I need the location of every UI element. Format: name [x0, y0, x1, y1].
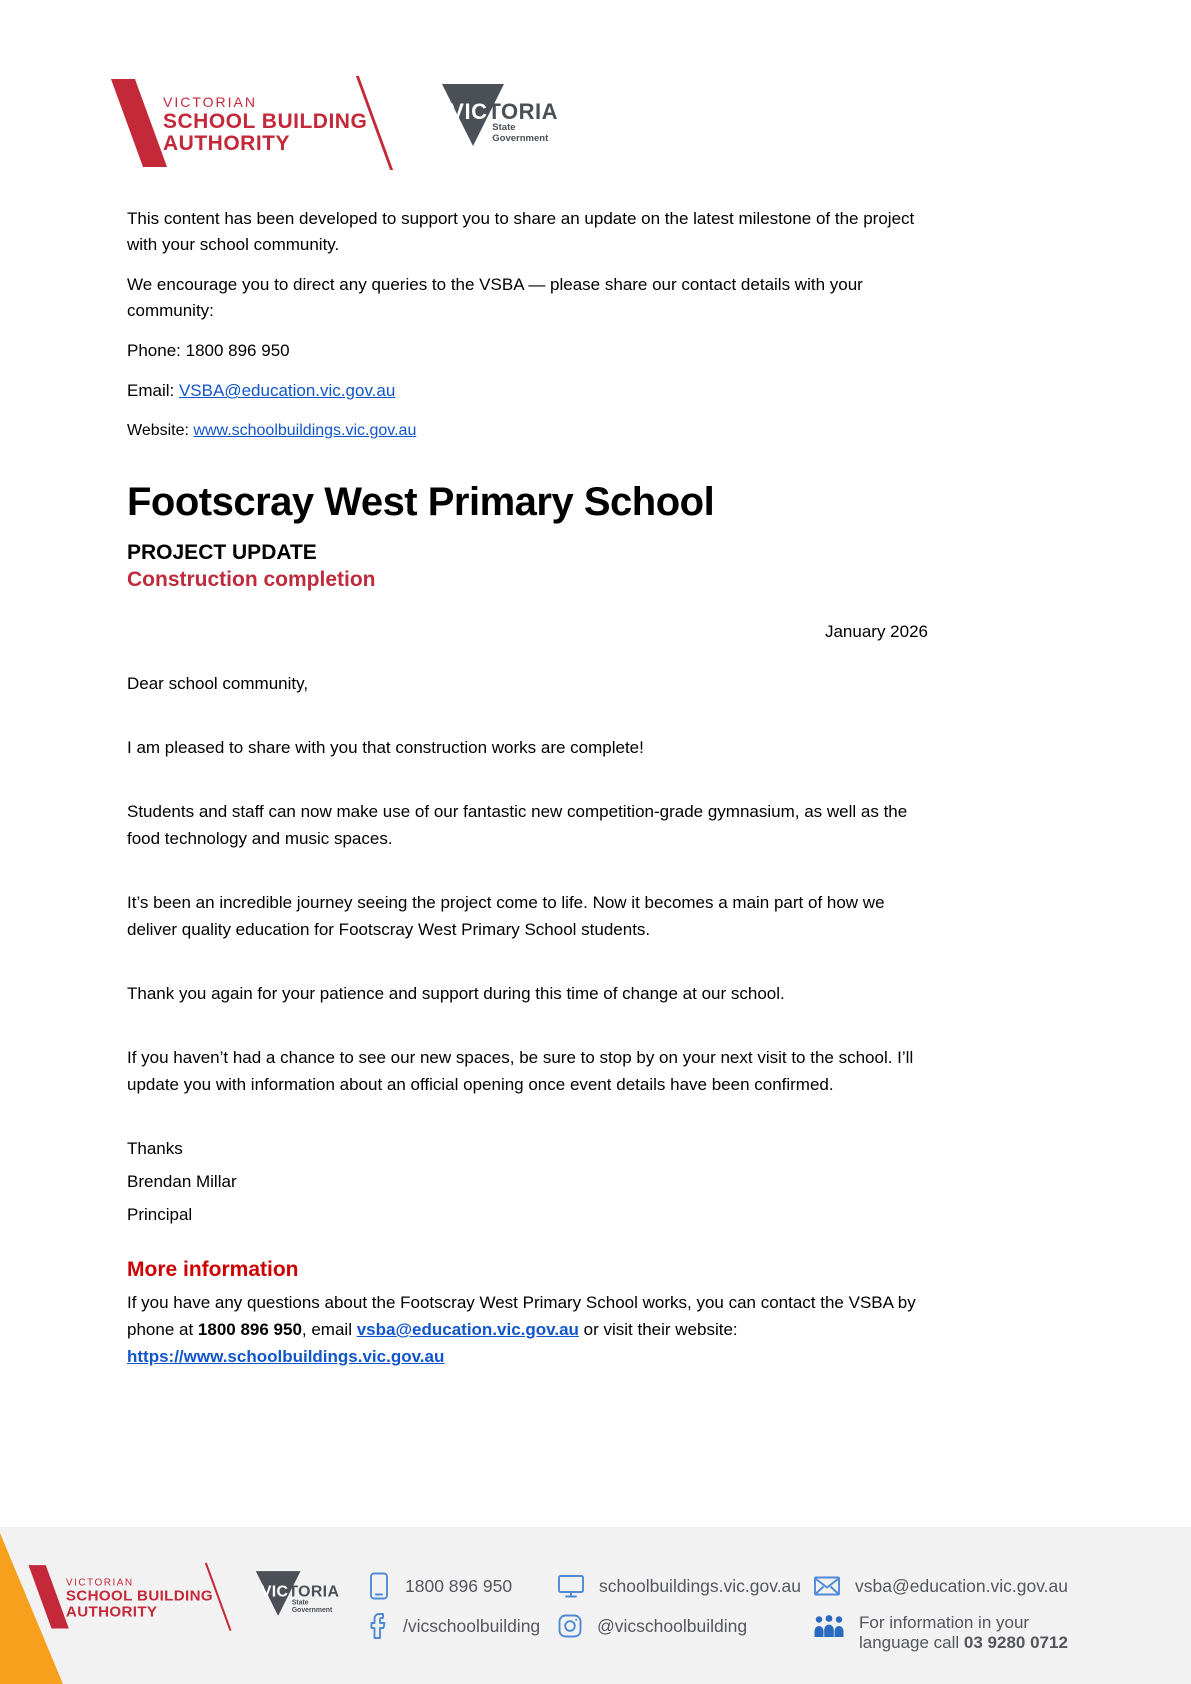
- mobile-phone-icon: [366, 1571, 392, 1601]
- project-update-heading: PROJECT UPDATE: [127, 541, 317, 564]
- footer-vsba-logo: VICTORIAN SCHOOL BUILDING AUTHORITY: [40, 1563, 219, 1631]
- footer-column-web-instagram: [556, 1569, 801, 1643]
- email-link[interactable]: VSBA@education.vic.gov.au: [178, 381, 396, 400]
- vsba-slash-icon: [111, 79, 167, 167]
- more-information-heading: More information: [127, 1258, 299, 1281]
- victoria-state-government-logo: [434, 78, 559, 168]
- signature-role: Principal: [127, 1205, 193, 1224]
- more-info-website-link[interactable]: https://www.schoolbuildings.vic.gov.au: [127, 1347, 445, 1366]
- language-phone-number: 03 9280 0712: [963, 1633, 1068, 1652]
- intro-paragraph-1: This content has been developed to support you to share an update on the latest milestone of the project with your school community.: [127, 209, 915, 254]
- people-group-icon: [812, 1613, 846, 1641]
- letterhead: [127, 76, 928, 166]
- salutation: Dear school community,: [127, 674, 309, 693]
- more-info-phone: 1800 896 950: [197, 1320, 302, 1339]
- intro-section: [127, 206, 928, 444]
- more-information-section: [127, 1256, 928, 1370]
- more-information-paragraph: If you have any questions about the Footscray West Primary School works, you can contact the VSBA by phone at 1800 896 950, email vsba@education.vic.gov.au or visit their website: https://www.schoolbuildings.vic.gov.au: [127, 1293, 916, 1366]
- monitor-icon: [556, 1572, 586, 1600]
- closing: Thanks: [127, 1139, 183, 1158]
- footer-email: vsba@education.vic.gov.au: [812, 1569, 1068, 1603]
- footer-column-phone-facebook: [366, 1569, 540, 1643]
- vsba-logo-victorian: VICTORIAN: [163, 93, 257, 110]
- phone-number: 1800 896 950: [185, 341, 290, 360]
- footer-website: schoolbuildings.vic.gov.au: [556, 1569, 801, 1603]
- letter-paragraph-3: It’s been an incredible journey seeing the project come to life. Now it becomes a main part of how we deliver quality education for Footscray West Primary School students.: [127, 893, 885, 939]
- footer-phone: 1800 896 950: [366, 1569, 540, 1603]
- footer-column-email-language: [812, 1569, 1068, 1653]
- envelope-icon: [812, 1574, 842, 1598]
- website-link[interactable]: www.schoolbuildings.vic.gov.au: [193, 422, 417, 439]
- phone-line: Phone: 1800 896 950: [127, 341, 290, 360]
- letter-paragraph-5: If you haven’t had a chance to see our new spaces, be sure to stop by on your next visit to the school. I’ll update you with information about an official opening once event details have been confirmed.: [127, 1048, 914, 1094]
- instagram-icon: [556, 1612, 584, 1640]
- website-line: Website: www.schoolbuildings.vic.gov.au: [127, 422, 417, 439]
- footer-victoria-logo: VICTORIA State Government: [250, 1565, 356, 1646]
- intro-paragraph-2: We encourage you to direct any queries to the VSBA — please share our contact details with your community:: [127, 275, 863, 320]
- vsba-logo-line2: AUTHORITY: [163, 132, 290, 155]
- page-title: Footscray West Primary School: [127, 480, 715, 524]
- letter-date: January 2026: [824, 622, 928, 641]
- vsba-logo-line1: SCHOOL BUILDING: [163, 109, 368, 133]
- letter-paragraph-2: Students and staff can now make use of our fantastic new competition-grade gymnasium, as well as the food technology and music spaces.: [127, 802, 908, 848]
- signature-name: Brendan Millar: [127, 1172, 237, 1191]
- footer-facebook: /vicschoolbuilding: [366, 1609, 540, 1643]
- document-body: [127, 0, 928, 1370]
- email-line: Email: VSBA@education.vic.gov.au: [127, 381, 396, 400]
- more-info-email-link[interactable]: vsba@education.vic.gov.au: [356, 1320, 579, 1339]
- letter-paragraph-4: Thank you again for your patience and support during this time of change at our school.: [127, 984, 785, 1003]
- footer-banner: [0, 1527, 1191, 1684]
- vsba-logo: [127, 76, 376, 170]
- letter-paragraph-1: I am pleased to share with you that construction works are complete!: [127, 738, 644, 757]
- letter-body: [127, 670, 928, 1228]
- footer-instagram: @vicschoolbuilding: [556, 1609, 801, 1643]
- victoria-subtitle: State Government: [492, 122, 549, 145]
- milestone-heading: Construction completion: [127, 568, 376, 591]
- footer-language-info: For information in your language call 03 9280 0712: [812, 1613, 1068, 1653]
- facebook-icon: [366, 1611, 390, 1641]
- victoria-wordmark: VICTORIA: [449, 99, 559, 124]
